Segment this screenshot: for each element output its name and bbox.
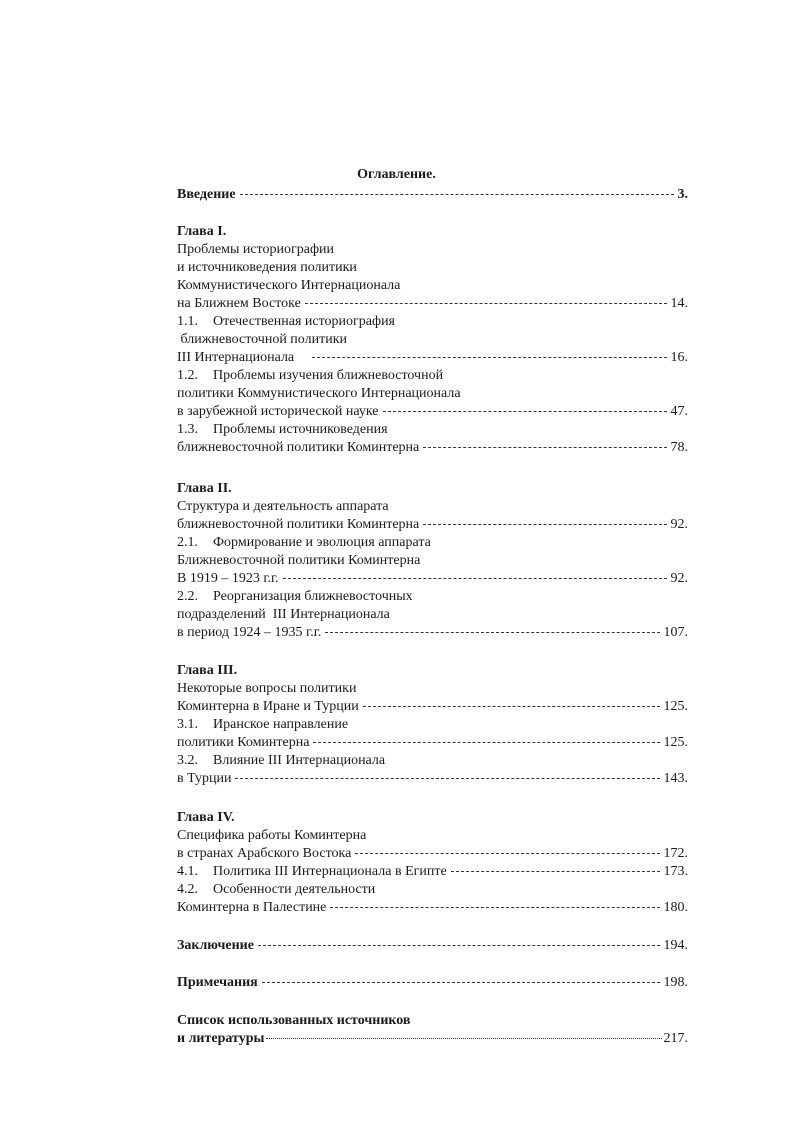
- toc-entry-chapter-3[interactable]: [177, 698, 692, 716]
- page-number: 172.: [663, 846, 688, 861]
- leader-line: [451, 870, 660, 872]
- section-number: 3.2.: [177, 753, 198, 768]
- page-number: 92.: [670, 571, 688, 586]
- entry-label: Введение: [177, 187, 236, 202]
- toc-entry-1-2[interactable]: [177, 403, 692, 421]
- section-title: Формирование и эволюция аппарата: [213, 535, 431, 550]
- toc-chapter-2: [177, 480, 692, 642]
- toc-entry-1-1[interactable]: [177, 349, 692, 367]
- toc-entry-2-1[interactable]: [177, 570, 692, 588]
- toc-intro: [177, 186, 692, 204]
- section-title-line: [177, 716, 692, 734]
- toc-notes: [177, 974, 692, 992]
- section-number: 1.3.: [177, 422, 198, 437]
- leader-line: [305, 302, 667, 304]
- section-title-line: [177, 534, 692, 552]
- section-title-line: [177, 313, 692, 331]
- entry-label: в странах Арабского Востока: [177, 846, 352, 861]
- toc-entry-3-2[interactable]: [177, 770, 692, 788]
- page-number: 14.: [670, 296, 688, 311]
- section-title-line: [177, 588, 692, 606]
- toc-entry-4-1[interactable]: [177, 863, 692, 881]
- leader-line: [235, 777, 659, 779]
- section-title-line: Ближневосточной политики Коминтерна: [177, 553, 421, 568]
- chapter-title-line: Некоторые вопросы политики: [177, 681, 357, 696]
- toc-entry-notes[interactable]: [177, 974, 692, 992]
- section-title-line: [177, 752, 692, 770]
- entry-label: Примечания: [177, 975, 258, 990]
- section-title-line: политики Коммунистического Интернационала: [177, 386, 461, 401]
- page-number: 194.: [663, 938, 688, 953]
- chapter-title-line: Структура и деятельность аппарата: [177, 499, 389, 514]
- page-number: 3.: [677, 187, 688, 202]
- section-number: 4.2.: [177, 882, 198, 897]
- entry-label: на Ближнем Востоке: [177, 296, 301, 311]
- entry-label: и литературы: [177, 1031, 265, 1046]
- toc-entry-4-2[interactable]: [177, 899, 692, 917]
- section-title: Отечественная историография: [213, 314, 395, 329]
- page-number: 78.: [670, 440, 688, 455]
- chapter-title-line: и источниковедения политики: [177, 260, 357, 275]
- toc-entry-sources[interactable]: [177, 1030, 692, 1048]
- leader-line: [240, 193, 674, 195]
- entry-label: в зарубежной исторической науке: [177, 404, 379, 419]
- leader-line: [262, 981, 660, 983]
- leader-line: [312, 356, 666, 358]
- section-number: 2.1.: [177, 535, 198, 550]
- leader-line: [383, 410, 667, 412]
- page-number: 107.: [663, 625, 688, 640]
- section-title: Политика III Интернационала в Египте: [213, 864, 447, 879]
- entry-label: политики Коминтерна: [177, 735, 310, 750]
- leader-line: [325, 631, 659, 633]
- entry-label: в Турции: [177, 771, 232, 786]
- entry-label: ближневосточной политики Коминтерна: [177, 517, 420, 532]
- section-title: Реорганизация ближневосточных: [213, 589, 413, 604]
- section-title-line: подразделений III Интернационала: [177, 607, 390, 622]
- toc-entry-chapter-1[interactable]: [177, 295, 692, 313]
- page-number: 217.: [663, 1031, 688, 1046]
- entry-label: Коминтерна в Иране и Турции: [177, 699, 359, 714]
- entry-label: В 1919 – 1923 г.г.: [177, 571, 279, 586]
- entry-label: Коминтерна в Палестине: [177, 900, 327, 915]
- toc-chapter-4: [177, 809, 692, 917]
- entry-label: III Интернационала: [177, 350, 295, 365]
- toc-chapter-3: [177, 662, 692, 788]
- toc-chapter-1: [177, 223, 692, 457]
- toc-entry-2-2[interactable]: [177, 624, 692, 642]
- page-number: 143.: [663, 771, 688, 786]
- entry-label: Заключение: [177, 938, 254, 953]
- leader-line: [283, 577, 667, 579]
- toc-entry-intro[interactable]: [177, 186, 692, 204]
- chapter-heading: Глава II.: [177, 481, 232, 496]
- page-number: 198.: [663, 975, 688, 990]
- page-number: 173.: [663, 864, 688, 879]
- page-number: 47.: [670, 404, 688, 419]
- entry-title-line: Список использованных источников: [177, 1013, 411, 1028]
- chapter-title-line: Специфика работы Коминтерна: [177, 828, 367, 843]
- entry-label: [177, 863, 447, 881]
- section-title: Проблемы изучения ближневосточной: [213, 368, 444, 383]
- leader-line: [423, 446, 666, 448]
- section-number: 3.1.: [177, 717, 198, 732]
- entry-label: в период 1924 – 1935 г.г.: [177, 625, 322, 640]
- section-title: Влияние III Интернационала: [213, 753, 386, 768]
- toc-entry-chapter-4[interactable]: [177, 845, 692, 863]
- leader-line: [423, 523, 666, 525]
- toc-entry-1-3[interactable]: [177, 439, 692, 457]
- toc-sources: [177, 1012, 692, 1048]
- chapter-heading: Глава IV.: [177, 810, 235, 825]
- section-number: 1.1.: [177, 314, 198, 329]
- chapter-title-line: Коммунистического Интернационала: [177, 278, 401, 293]
- toc-entry-chapter-2[interactable]: [177, 516, 692, 534]
- section-title-line: [177, 367, 692, 385]
- leader-line: [363, 705, 660, 707]
- entry-label: ближневосточной политики Коминтерна: [177, 440, 420, 455]
- leader-line: [266, 1037, 661, 1039]
- page-number: 16.: [670, 350, 688, 365]
- chapter-title-line: Проблемы историографии: [177, 242, 334, 257]
- section-title-line: [177, 421, 692, 439]
- chapter-heading: Глава III.: [177, 663, 238, 678]
- leader-line: [258, 944, 660, 946]
- section-title: Особенности деятельности: [213, 882, 376, 897]
- section-title: Проблемы источниковедения: [213, 422, 388, 437]
- page-number: 125.: [663, 699, 688, 714]
- section-title-line: ближневосточной политики: [177, 332, 347, 347]
- leader-line: [313, 741, 659, 743]
- section-number: 2.2.: [177, 589, 198, 604]
- leader-line: [355, 852, 659, 854]
- page-number: 180.: [663, 900, 688, 915]
- chapter-heading: Глава I.: [177, 224, 227, 239]
- section-number: 4.1.: [177, 864, 198, 879]
- page-number: 92.: [670, 517, 688, 532]
- section-title: Иранское направление: [213, 717, 349, 732]
- section-number: 1.2.: [177, 368, 198, 383]
- page-number: 125.: [663, 735, 688, 750]
- toc-conclusion: [177, 937, 692, 955]
- toc-entry-conclusion[interactable]: [177, 937, 692, 955]
- section-title-line: [177, 881, 692, 899]
- toc-title: Оглавление.: [357, 167, 436, 182]
- toc-entry-3-1[interactable]: [177, 734, 692, 752]
- leader-line: [330, 906, 659, 908]
